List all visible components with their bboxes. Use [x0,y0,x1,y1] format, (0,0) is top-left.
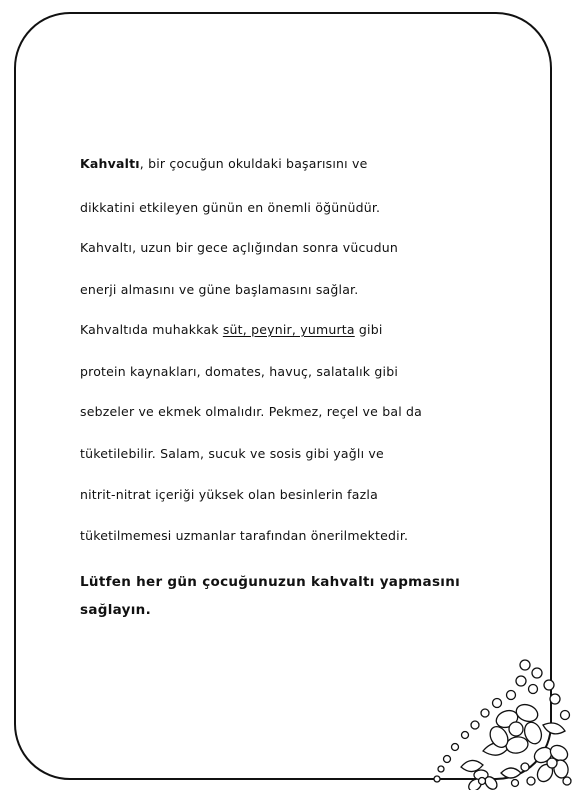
paragraph-line-6: protein kaynakları, domates, havuç, salatalık gibi [80,364,399,379]
paragraph-line-5 [80,322,383,337]
heading-word-kahvalti: Kahvaltı [80,156,140,171]
closing-line-1: Lütfen her gün çocuğunuzun kahvaltı yapmasını [80,574,461,590]
underlined-foods: süt, peynir, yumurta [222,322,355,337]
line-1-rest: , bir çocuğun okuldaki başarısını ve [139,156,368,171]
flower-decoration-icon [425,655,573,790]
paragraph-line-10: tüketilmemesi uzmanlar tarafından önerilmektedir. [80,528,409,543]
paragraph-line-4: enerji almasını ve güne başlamasını sağlar. [80,282,359,297]
paragraph-line-8: tüketilebilir. Salam, sucuk ve sosis gibi yağlı ve [80,446,384,461]
paragraph-line-7: sebzeler ve ekmek olmalıdır. Pekmez, reçel ve bal da [80,404,423,419]
paragraph-line-1 [80,156,367,171]
paragraph-line-9: nitrit-nitrat içeriği yüksek olan besinlerin fazla [80,487,378,502]
line-5-start: Kahvaltıda muhakkak [80,322,223,337]
line-5-end: gibi [354,322,383,337]
closing-line-2: sağlayın. [80,602,151,618]
paragraph-line-3: Kahvaltı, uzun bir gece açlığından sonra vücudun [80,240,399,255]
paragraph-line-2: dikkatini etkileyen günün en önemli öğünüdür. [80,200,381,215]
